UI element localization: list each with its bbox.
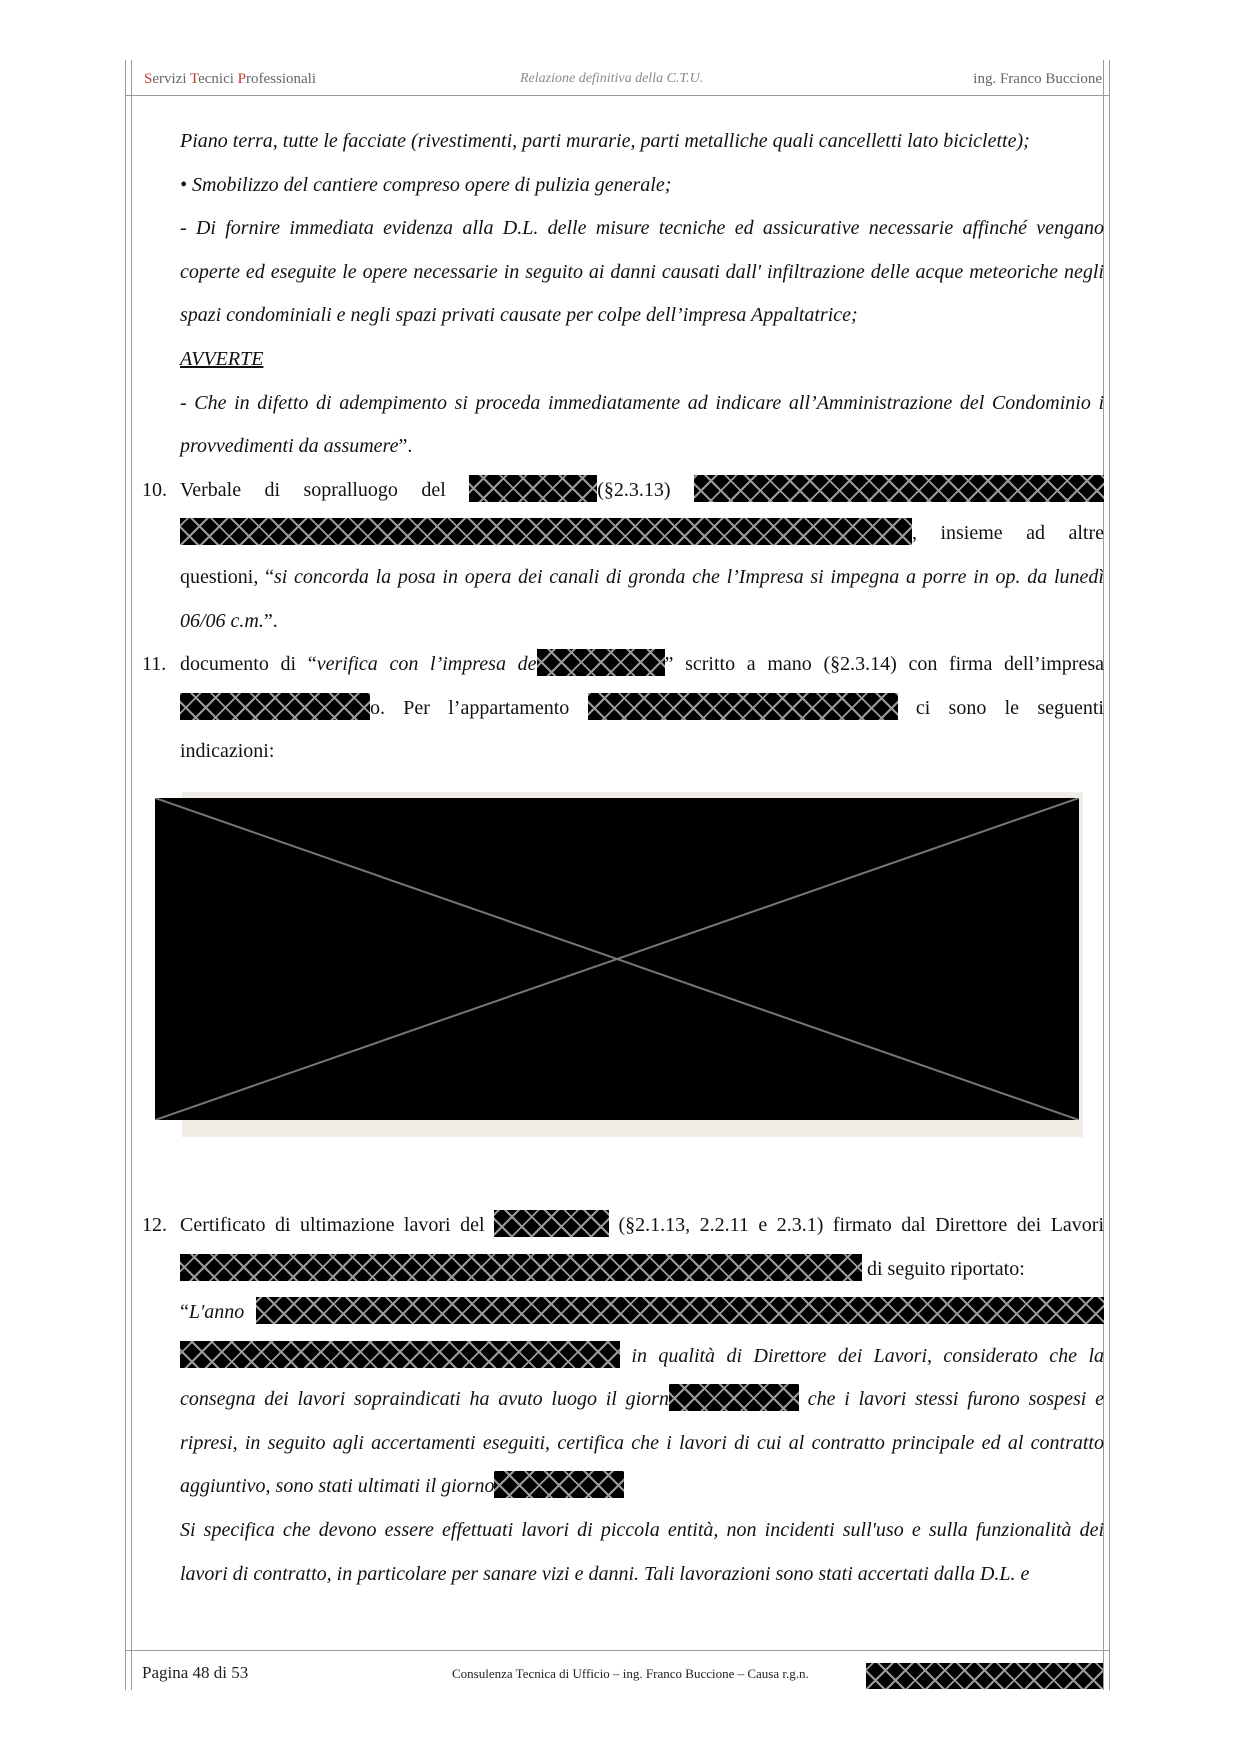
line-smobilizzo: • Smobilizzo del cantiere compreso opere di pulizia generale; (180, 173, 672, 196)
redaction (180, 1254, 862, 1281)
paragraph-certificato: “L'anno in qualità di Direttore dei Lavori, considerato che la consegna dei lavori sopraindicati ha avuto luogo il giorn che i lavori stessi furono sospesi e ripresi, in seguito agli accertamenti eseguiti, certifica che i lavori di cui al contratto principale ed al contratto aggiuntivo, sono stati ultimati il giorno (180, 1291, 1104, 1509)
header-left: Servizi Tecnici Professionali (144, 71, 316, 87)
redaction (469, 475, 597, 502)
frame-line-left-inner (131, 60, 132, 1690)
header-rule (125, 95, 1109, 96)
redaction (494, 1471, 624, 1498)
list-item-11: 11. documento di “verifica con l’impresa de ” scritto a mano (§2.3.14) con firma dell’impresao. Per l’appartamento ci sono le seguenti indicazioni: (180, 643, 1104, 774)
frame-line-right-outer (1109, 60, 1110, 1690)
paragraph-difetto: - Che in difetto di adempimento si proceda immediatamente ad indicare all’Amministrazione del Condominio i provvedimenti da assumere”. (180, 391, 1104, 458)
redaction (694, 475, 1104, 502)
redaction (494, 1210, 609, 1237)
redaction (180, 1341, 620, 1368)
header-center: Relazione definitiva della C.T.U. (520, 71, 704, 86)
paragraph-fornire: - Di fornire immediata evidenza alla D.L. delle misure tecniche ed assicurative necessarie affinché vengano coperte ed eseguite le opere necessarie in seguito ai danni causati dall' infiltrazione delle acque meteoriche negli spazi condominiali e negli spazi privati causate per colpe dell’impresa Appaltatrice; (180, 217, 1104, 327)
footer-redaction (866, 1663, 1103, 1689)
redaction (256, 1297, 1104, 1324)
redaction (588, 693, 898, 720)
redaction (180, 693, 370, 720)
redaction (669, 1384, 799, 1411)
document-body (142, 120, 1105, 1596)
list-item-12: 12. Certificato di ultimazione lavori del (§2.1.13, 2.2.11 e 2.3.1) firmato dal Direttore dei Lavori di seguito riportato: (180, 1204, 1104, 1291)
frame-line-left-outer (125, 60, 126, 1690)
heading-avverte: AVVERTE (180, 347, 264, 370)
line-piano-terra: Piano terra, tutte le facciate (rivestimenti, parti murarie, parti metalliche quali cancelletti lato biciclette); (180, 130, 1030, 152)
redaction (537, 649, 665, 676)
footer-page-number: Pagina 48 di 53 (142, 1663, 249, 1682)
paragraph-specifica: Si specifica che devono essere effettuati lavori di piccola entità, non incidenti sull'uso e sulla funzionalità dei lavori di contratto, in particolare per sanare vizi e danni. Tali lavorazioni sono stati accertati dalla D.L. e (180, 1519, 1104, 1585)
footer-rule (125, 1650, 1109, 1651)
list-item-10: 10. Verbale di sopralluogo del (§2.3.13) , insieme ad altre questioni, “si concorda la posa in opera dei canali di gronda che l’Impresa si impegna a porre in op. da lunedì 06/06 c.m.”. (180, 469, 1104, 643)
redaction (180, 518, 912, 545)
image-spacer (180, 774, 1104, 1204)
footer-center: Consulenza Tecnica di Ufficio – ing. Franco Buccione – Causa r.g.n. (452, 1666, 809, 1681)
header-right: ing. Franco Buccione (973, 71, 1102, 87)
